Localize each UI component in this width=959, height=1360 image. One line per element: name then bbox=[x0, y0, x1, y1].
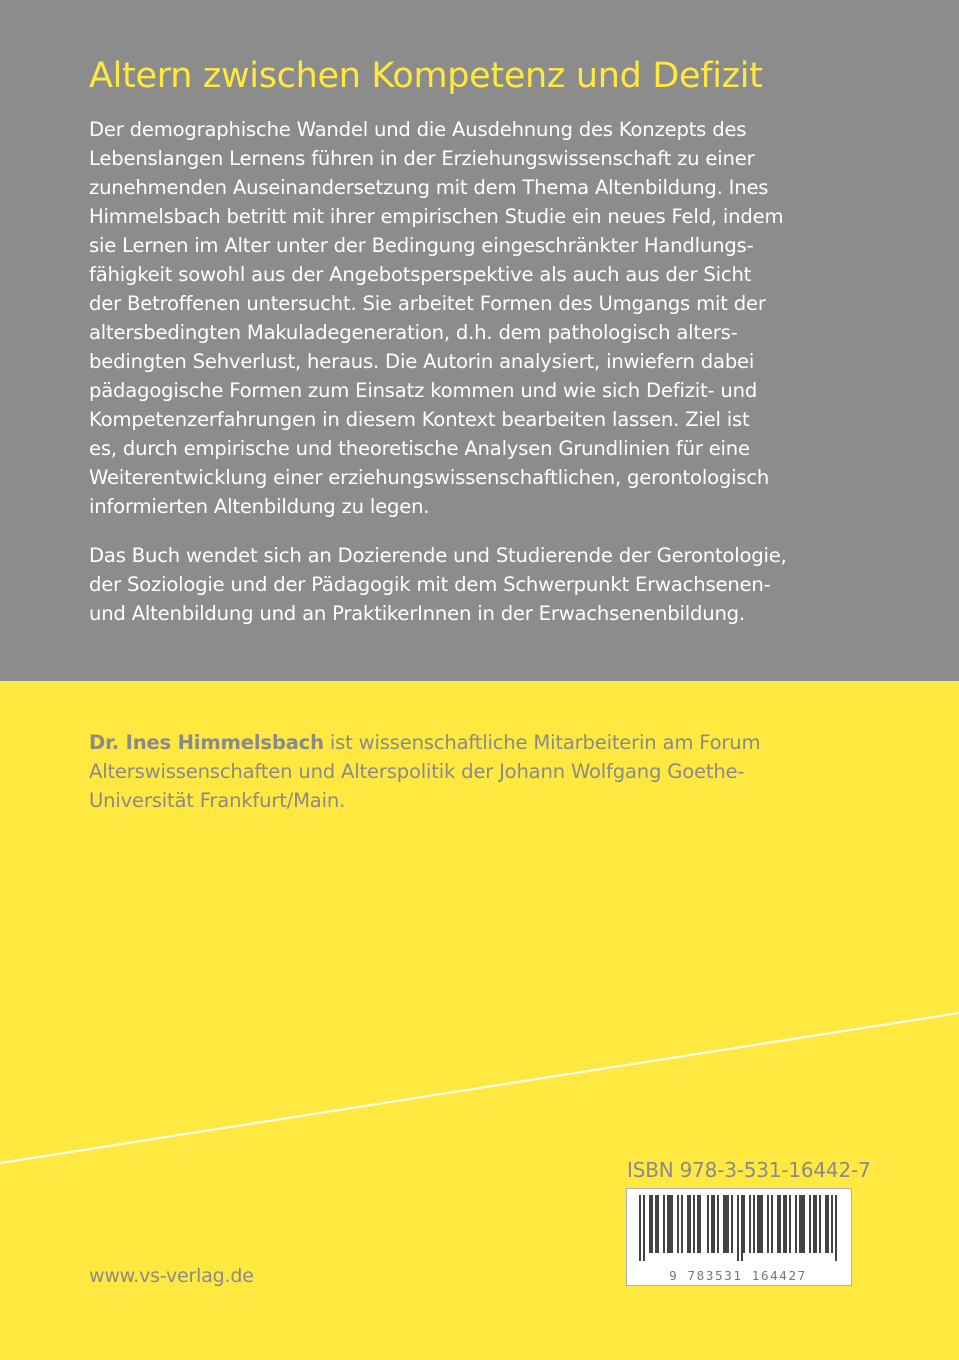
barcode-bar bbox=[669, 1195, 671, 1253]
description-line: Weiterentwicklung einer erziehungswissenschaftlichen, gerontologisch bbox=[89, 466, 770, 489]
barcode-bar bbox=[723, 1195, 725, 1253]
barcode-bar bbox=[801, 1195, 803, 1253]
barcode-bar bbox=[757, 1195, 759, 1253]
barcode-bar bbox=[671, 1195, 673, 1253]
barcode-bar bbox=[687, 1195, 689, 1253]
barcode-bar bbox=[753, 1195, 755, 1253]
barcode-bar bbox=[831, 1195, 833, 1253]
barcode-bar bbox=[789, 1195, 791, 1253]
description-line: bedingten Sehverlust, heraus. Die Autorin analysiert, inwiefern dabei bbox=[89, 350, 755, 373]
barcode-bar bbox=[835, 1195, 837, 1261]
barcode-bar bbox=[697, 1195, 699, 1253]
barcode-bar bbox=[749, 1195, 751, 1253]
barcode-bar bbox=[655, 1195, 657, 1253]
description-line: Lebenslangen Lernens führen in der Erziehungswissenschaft zu einer bbox=[89, 147, 755, 170]
barcode-bar bbox=[743, 1195, 745, 1253]
description-line: Der demographische Wandel und die Ausdehnung des Konzepts des bbox=[89, 118, 747, 141]
barcode-bar bbox=[667, 1195, 669, 1253]
barcode-bar bbox=[785, 1195, 787, 1253]
audience-line: und Altenbildung und an PraktikerInnen in der Erwachsenenbildung. bbox=[89, 602, 745, 625]
barcode-bar bbox=[643, 1195, 645, 1261]
audience-line: Das Buch wendet sich an Dozierende und Studierende der Gerontologie, bbox=[89, 544, 787, 567]
description-line: fähigkeit sowohl aus der Angebotsperspektive als auch aus der Sicht bbox=[89, 263, 752, 286]
barcode-bar bbox=[737, 1195, 739, 1261]
barcode-bar bbox=[813, 1195, 815, 1253]
description-line: altersbedingten Makuladegeneration, d.h. dem pathologisch alters- bbox=[89, 321, 738, 344]
barcode-bar bbox=[803, 1195, 805, 1253]
barcode-bar bbox=[689, 1195, 691, 1253]
barcode-bar bbox=[827, 1195, 829, 1253]
description-line: sie Lernen im Alter unter der Bedingung eingeschränkter Handlungs- bbox=[89, 234, 754, 257]
barcode bbox=[626, 1188, 852, 1286]
description-line: Himmelsbach betritt mit ihrer empirischen Studie ein neues Feld, indem bbox=[89, 205, 784, 228]
author-name: Dr. Ines Himmelsbach bbox=[89, 731, 324, 754]
barcode-digits: 9 783531 164427 bbox=[669, 1268, 807, 1283]
barcode-bar bbox=[699, 1195, 701, 1253]
author-bio-text: ist wissenschaftliche Mitarbeiterin am Forum bbox=[323, 731, 761, 754]
description-line: pädagogische Formen zum Einsatz kommen und wie sich Defizit- und bbox=[89, 379, 758, 402]
description-line: es, durch empirische und theoretische Analysen Grundlinien für eine bbox=[89, 437, 750, 460]
barcode-bar bbox=[727, 1195, 729, 1253]
barcode-bar bbox=[651, 1195, 653, 1253]
barcode-bar bbox=[761, 1195, 763, 1253]
barcode-bar bbox=[825, 1195, 827, 1253]
author-bio-line: Alterswissenschaften und Alterspolitik der Johann Wolfgang Goethe- bbox=[89, 760, 745, 783]
barcode-bar bbox=[707, 1195, 709, 1253]
barcode-bar bbox=[725, 1195, 727, 1253]
barcode-bar bbox=[731, 1195, 733, 1253]
barcode-bar bbox=[681, 1195, 683, 1253]
barcode-bar bbox=[819, 1195, 821, 1253]
description-line: Kompetenzerfahrungen in diesem Kontext bearbeiten lassen. Ziel ist bbox=[89, 408, 750, 431]
diagonal-line bbox=[0, 1013, 959, 1163]
barcode-bar bbox=[767, 1195, 769, 1253]
barcode-bar bbox=[663, 1195, 665, 1253]
isbn-label: ISBN 978-3-531-16442-7 bbox=[627, 1158, 871, 1182]
barcode-bar bbox=[711, 1195, 713, 1253]
barcode-bar bbox=[799, 1195, 801, 1253]
barcode-bar bbox=[717, 1195, 719, 1253]
barcode-bar bbox=[809, 1195, 811, 1253]
barcode-bar bbox=[777, 1195, 779, 1253]
description-line: zunehmenden Auseinandersetzung mit dem Thema Altenbildung. Ines bbox=[89, 176, 769, 199]
publisher-website: www.vs-verlag.de bbox=[89, 1265, 254, 1287]
barcode-bar bbox=[693, 1195, 695, 1253]
barcode-bar bbox=[741, 1195, 743, 1261]
barcode-bar bbox=[795, 1195, 797, 1253]
description-line: der Betroffenen untersucht. Sie arbeitet Formen des Umgangs mit der bbox=[89, 292, 766, 315]
barcode-bar bbox=[657, 1195, 659, 1253]
barcode-bar bbox=[677, 1195, 679, 1253]
barcode-bar bbox=[815, 1195, 817, 1253]
barcode-bar bbox=[783, 1195, 785, 1253]
audience-line: der Soziologie und der Pädagogik mit dem Schwerpunkt Erwachsenen- bbox=[89, 573, 771, 596]
barcode-bar bbox=[771, 1195, 773, 1253]
barcode-bar bbox=[639, 1195, 641, 1261]
book-title: Altern zwischen Kompetenz und Defizit bbox=[89, 56, 763, 96]
description-line: informierten Altenbildung zu legen. bbox=[89, 495, 430, 518]
barcode-bar bbox=[759, 1195, 761, 1253]
barcode-bar bbox=[779, 1195, 781, 1253]
barcode-bar bbox=[713, 1195, 715, 1253]
barcode-bar bbox=[649, 1195, 651, 1253]
barcode-bars bbox=[633, 1195, 845, 1261]
author-bio-line: Universität Frankfurt/Main. bbox=[89, 789, 346, 812]
